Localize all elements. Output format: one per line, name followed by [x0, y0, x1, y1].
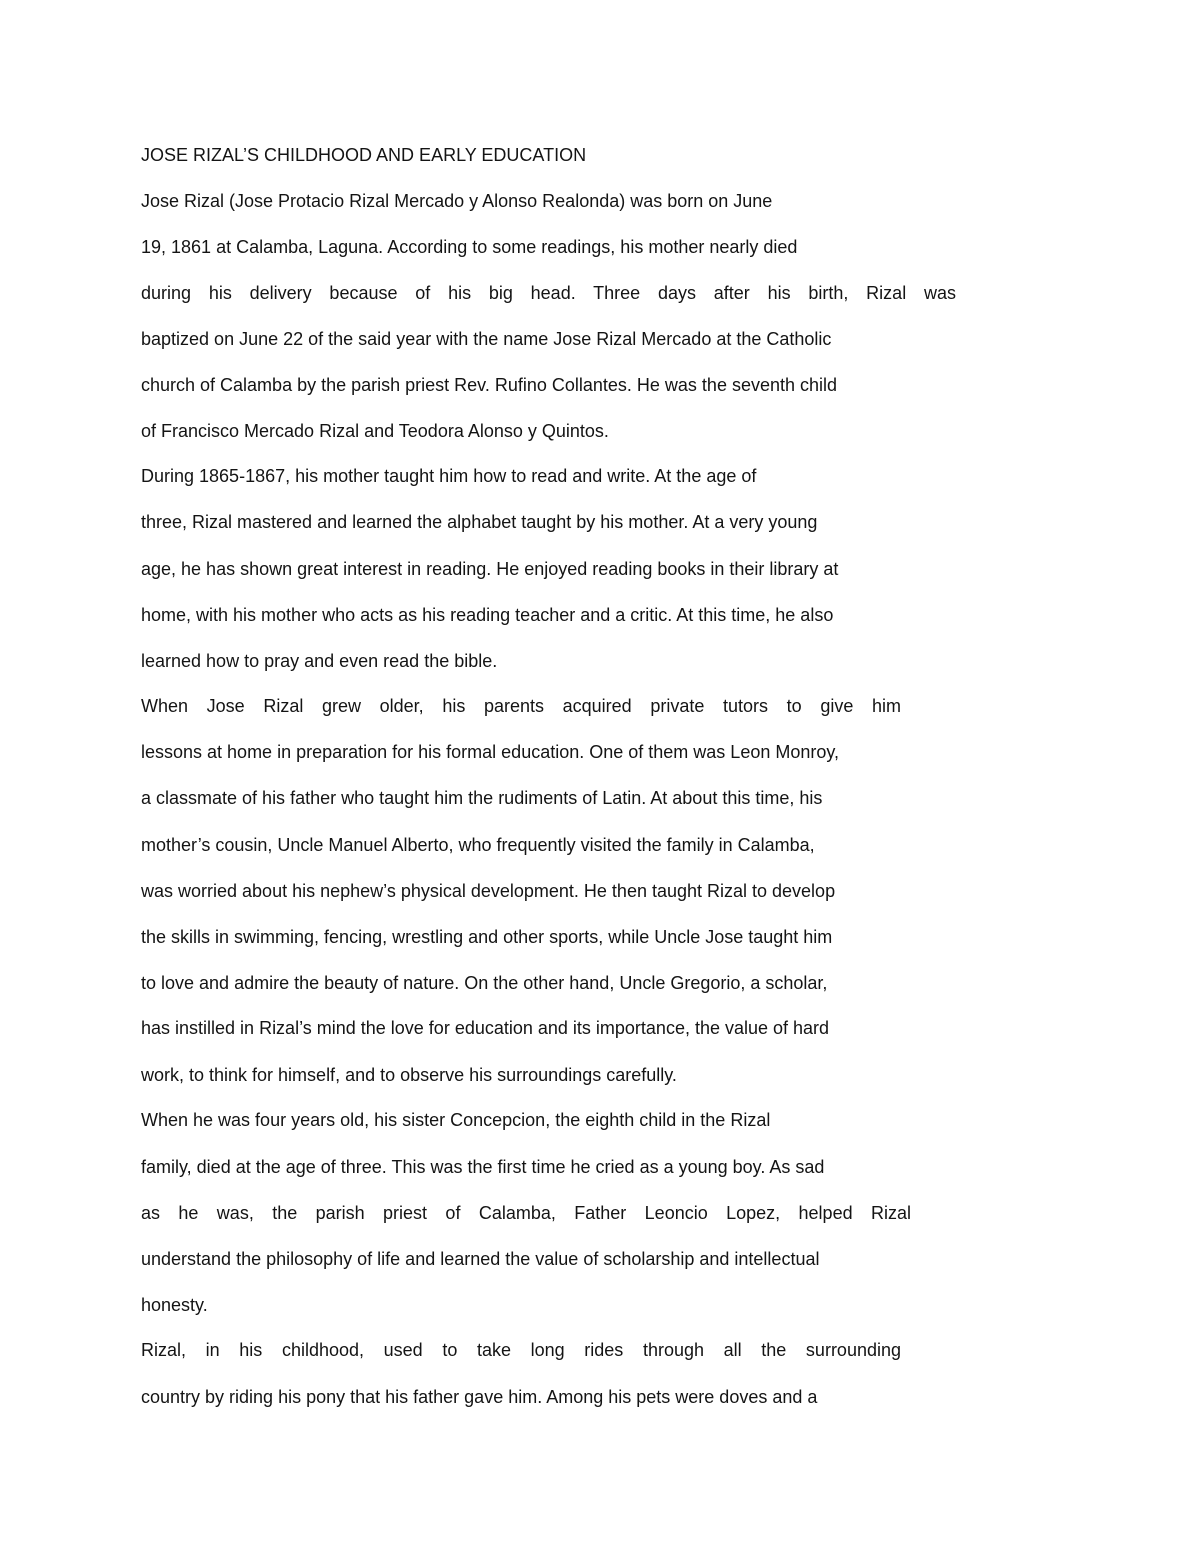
text-line-25: honesty. — [141, 1295, 208, 1315]
text-line-12: When Jose Rizal grew older, his parents acquired private tutors to give him — [141, 696, 901, 716]
text-line-11: learned how to pray and even read the bible. — [141, 651, 498, 671]
text-line-19: has instilled in Rizal’s mind the love for education and its importance, the value of hard — [141, 1018, 830, 1038]
text-line-17: the skills in swimming, fencing, wrestling and other sports, while Uncle Jose taught him — [141, 927, 833, 947]
text-line-23: as he was, the parish priest of Calamba, Father Leoncio Lopez, helped Rizal — [141, 1203, 911, 1223]
text-line-2: 19, 1861 at Calamba, Laguna. According to some readings, his mother nearly died — [141, 237, 798, 257]
text-line-1: Jose Rizal (Jose Protacio Rizal Mercado y Alonso Realonda) was born on June — [141, 191, 773, 211]
text-line-7: During 1865-1867, his mother taught him how to read and write. At the age of — [141, 466, 757, 486]
text-line-20: work, to think for himself, and to observe his surroundings carefully. — [141, 1065, 677, 1085]
text-line-4: baptized on June 22 of the said year with the name Jose Rizal Mercado at the Catholic — [141, 329, 832, 349]
text-line-5: church of Calamba by the parish priest Rev. Rufino Collantes. He was the seventh child — [141, 375, 838, 395]
document-title: JOSE RIZAL’S CHILDHOOD AND EARLY EDUCATION — [141, 145, 587, 165]
text-line-15: mother’s cousin, Uncle Manuel Alberto, who frequently visited the family in Calamba, — [141, 835, 815, 855]
text-line-26: Rizal, in his childhood, used to take long rides through all the surrounding — [141, 1340, 901, 1360]
text-line-10: home, with his mother who acts as his reading teacher and a critic. At this time, he also — [141, 605, 834, 625]
text-line-22: family, died at the age of three. This was the first time he cried as a young boy. As sad — [141, 1157, 825, 1177]
text-line-18: to love and admire the beauty of nature. On the other hand, Uncle Gregorio, a scholar, — [141, 973, 828, 993]
text-line-24: understand the philosophy of life and learned the value of scholarship and intellectual — [141, 1249, 820, 1269]
text-line-14: a classmate of his father who taught him the rudiments of Latin. At about this time, his — [141, 788, 823, 808]
text-line-8: three, Rizal mastered and learned the alphabet taught by his mother. At a very young — [141, 512, 818, 532]
text-line-9: age, he has shown great interest in reading. He enjoyed reading books in their library at — [141, 559, 839, 579]
text-line-6: of Francisco Mercado Rizal and Teodora Alonso y Quintos. — [141, 421, 609, 441]
text-line-27: country by riding his pony that his father gave him. Among his pets were doves and a — [141, 1387, 818, 1407]
text-line-16: was worried about his nephew’s physical development. He then taught Rizal to develop — [141, 881, 836, 901]
text-line-3: during his delivery because of his big head. Three days after his birth, Rizal was — [141, 283, 956, 303]
text-line-13: lessons at home in preparation for his formal education. One of them was Leon Monroy, — [141, 742, 840, 762]
text-line-21: When he was four years old, his sister Concepcion, the eighth child in the Rizal — [141, 1110, 771, 1130]
